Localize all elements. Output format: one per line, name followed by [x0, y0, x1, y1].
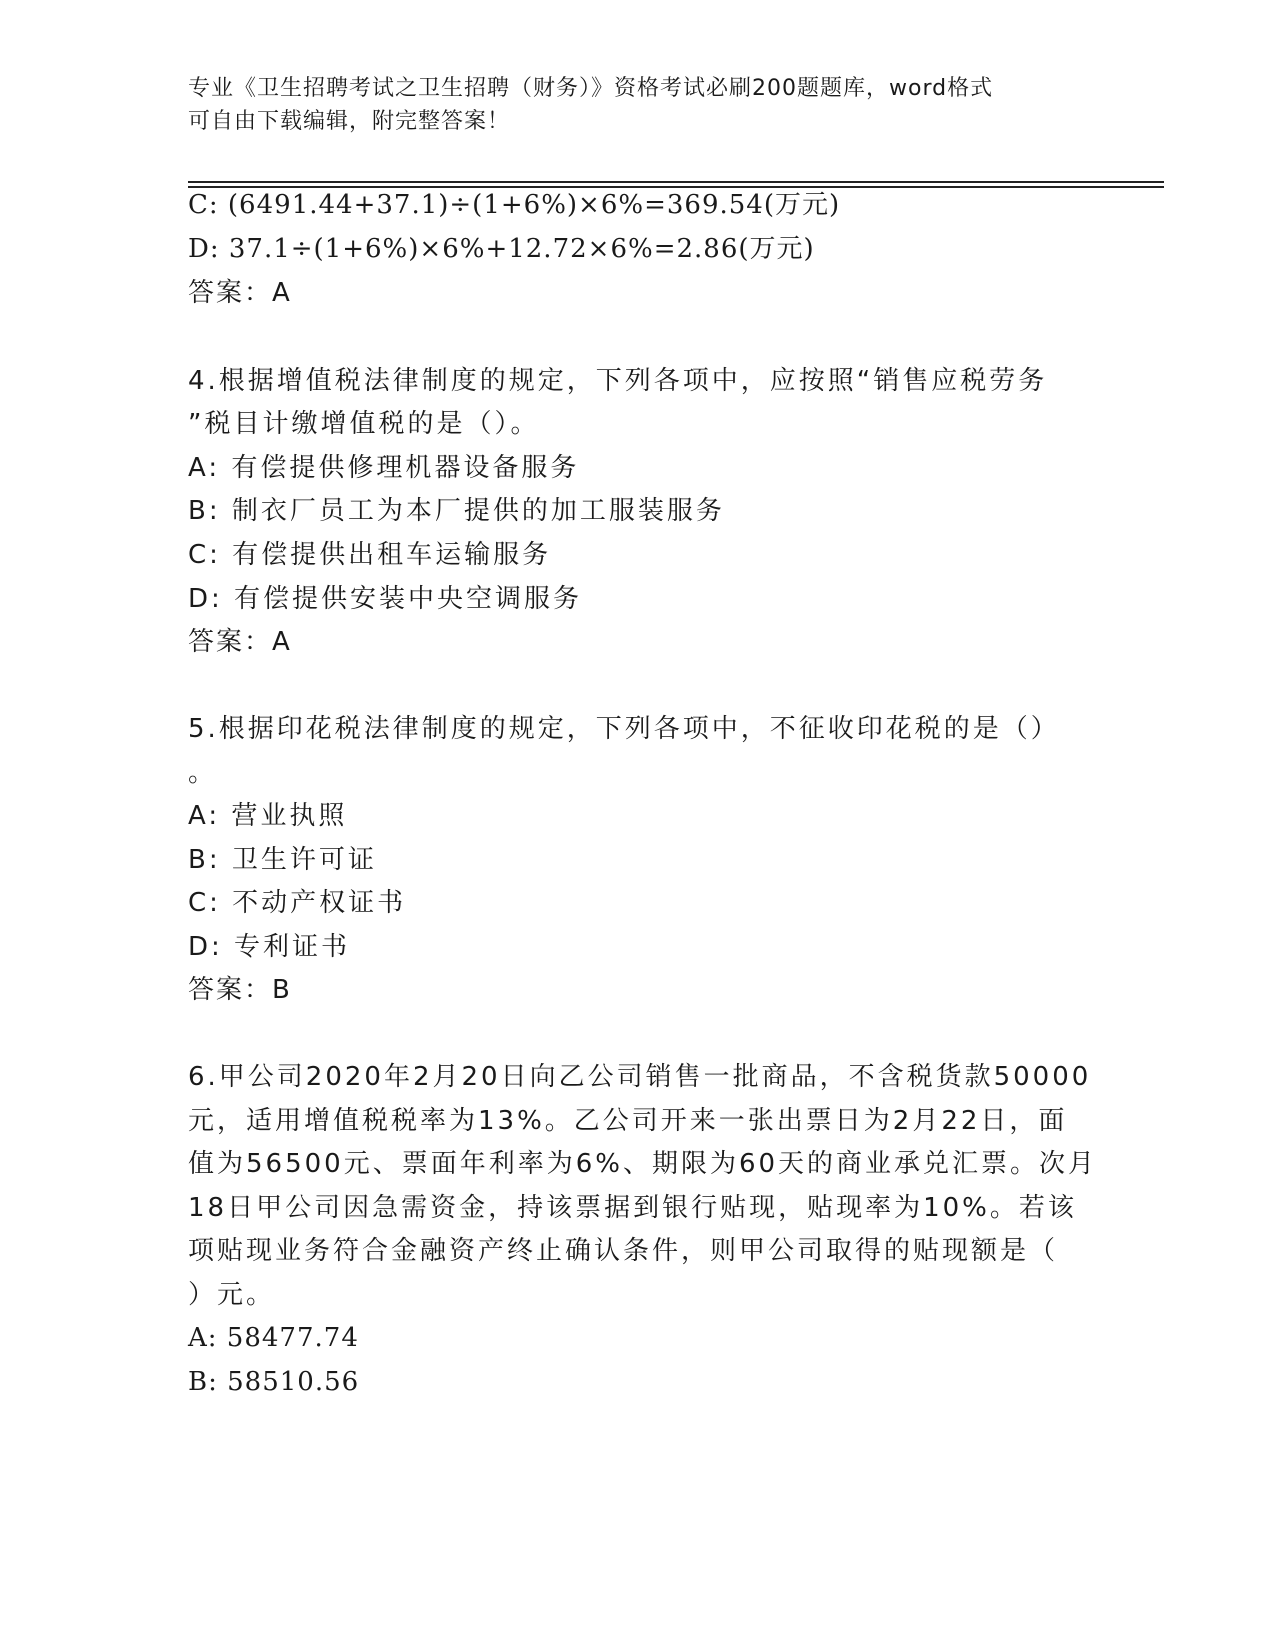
q4-stem-line-2: ”税目计缴增值税的是（）。	[188, 409, 540, 439]
q5-option-a: A: 营业执照	[188, 801, 348, 831]
q4-option-d: D: 有偿提供安装中央空调服务	[188, 584, 583, 614]
header-title-line-2: 可自由下载编辑，附完整答案！	[188, 109, 511, 134]
q5-option-d: D: 专利证书	[188, 932, 351, 962]
q6-stem-line-3: 值为56500元、票面年利率为6%、期限为60天的商业承兑汇票。次月	[188, 1149, 1098, 1179]
q5-option-b: B: 卫生许可证	[188, 845, 377, 875]
q4-option-c: C: 有偿提供出租车运输服务	[188, 540, 552, 570]
q6-option-b: B: 58510.56	[188, 1367, 360, 1397]
q5-stem-line-2: 。	[188, 758, 218, 788]
q6-stem-line-6: ）元。	[188, 1280, 276, 1310]
q3-answer: 答案：A	[188, 278, 292, 308]
q4-option-a: A: 有偿提供修理机器设备服务	[188, 453, 580, 483]
document-header	[188, 72, 1088, 138]
q6-stem-line-1: 6.甲公司2020年2月20日向乙公司销售一批商品，不含税货款50000	[188, 1062, 1092, 1092]
q5-stem-line-1: 5.根据印花税法律制度的规定，下列各项中，不征收印花税的是（）	[188, 714, 1060, 744]
header-divider-top	[188, 181, 1164, 183]
q3-option-d: D: 37.1÷(1+6%)×6%+12.72×6%=2.86(万元)	[188, 234, 815, 264]
q5-answer: 答案：B	[188, 975, 292, 1005]
header-title-line-1: 专业《卫生招聘考试之卫生招聘（财务）》资格考试必刷200题题库，word格式	[188, 76, 994, 101]
q4-stem-line-1: 4.根据增值税法律制度的规定，下列各项中，应按照“销售应税劳务	[188, 366, 1048, 396]
q4-answer: 答案：A	[188, 627, 292, 657]
q4-option-b: B: 制衣厂员工为本厂提供的加工服装服务	[188, 496, 725, 526]
q6-option-a: A: 58477.74	[188, 1323, 359, 1353]
q3-option-c: C: (6491.44+37.1)÷(1+6%)×6%=369.54(万元)	[188, 190, 841, 220]
q6-stem-line-5: 项贴现业务符合金融资产终止确认条件，则甲公司取得的贴现额是（	[188, 1236, 1059, 1266]
q6-stem-line-4: 18日甲公司因急需资金，持该票据到银行贴现，贴现率为10%。若该	[188, 1193, 1077, 1223]
q6-stem-line-2: 元，适用增值税税率为13%。乙公司开来一张出票日为2月22日，面	[188, 1106, 1068, 1136]
q5-option-c: C: 不动产权证书	[188, 888, 407, 918]
